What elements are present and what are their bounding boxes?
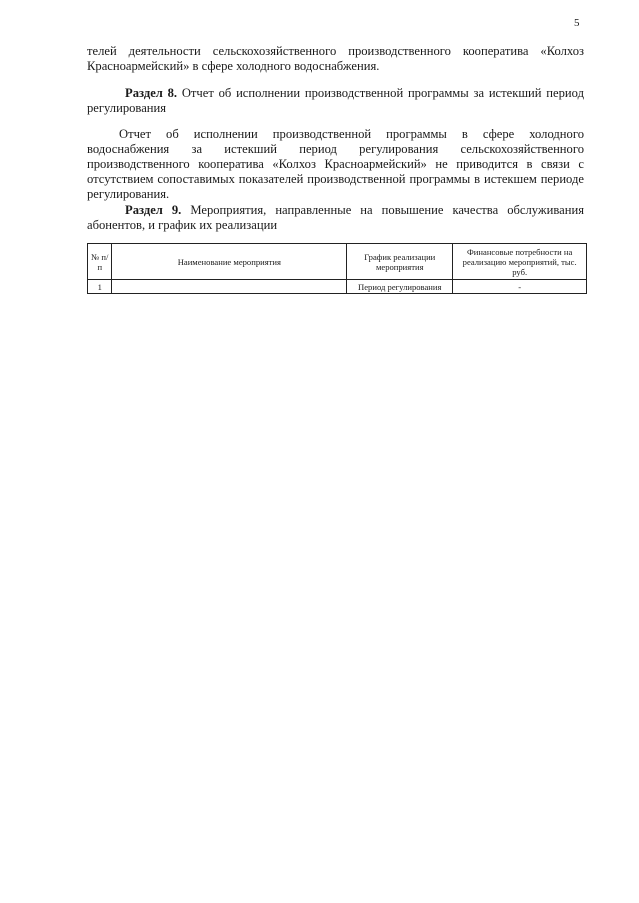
continuation-paragraph: телей деятельности сельскохозяйственного производственного кооператива «Колхоз Красноармейский» в сфере холодного водоснабжения. [87, 44, 584, 73]
cell-event-name [112, 280, 347, 294]
cell-number: 1 [88, 280, 112, 294]
section-8-body: Отчет об исполнении производственной программы в сфере холодного водоснабжения за истекший период регулирования сельскохозяйственного производственного кооператива «Колхоз Красноармейский» не приводится в связи с отсутствием сопоставимых показателей производственной программы в истекшем периоде регулирования. [87, 127, 584, 201]
section-9-label: Раздел 9. [125, 203, 182, 217]
header-number: № п/п [88, 244, 112, 280]
table-row [88, 280, 587, 294]
header-event-name: Наименование мероприятия [112, 244, 347, 280]
section-8-title: Отчет об исполнении производственной программы за истекший период регулирования [87, 86, 584, 115]
section-8-label: Раздел 8. [125, 86, 178, 100]
section-8-heading [87, 86, 584, 116]
table-header-row [88, 244, 587, 280]
cell-finance: - [453, 280, 587, 294]
section-9-title: Мероприятия, направленные на повышение качества обслуживания абонентов, и график их реализации [87, 203, 584, 232]
header-schedule: График реализации мероприятия [347, 244, 453, 280]
cell-schedule: Период регулирования [347, 280, 453, 294]
section-9-heading [87, 203, 584, 233]
events-table [87, 243, 587, 294]
header-finance: Финансовые потребности на реализацию мероприятий, тыс. руб. [453, 244, 587, 280]
page-number: 5 [574, 17, 580, 29]
